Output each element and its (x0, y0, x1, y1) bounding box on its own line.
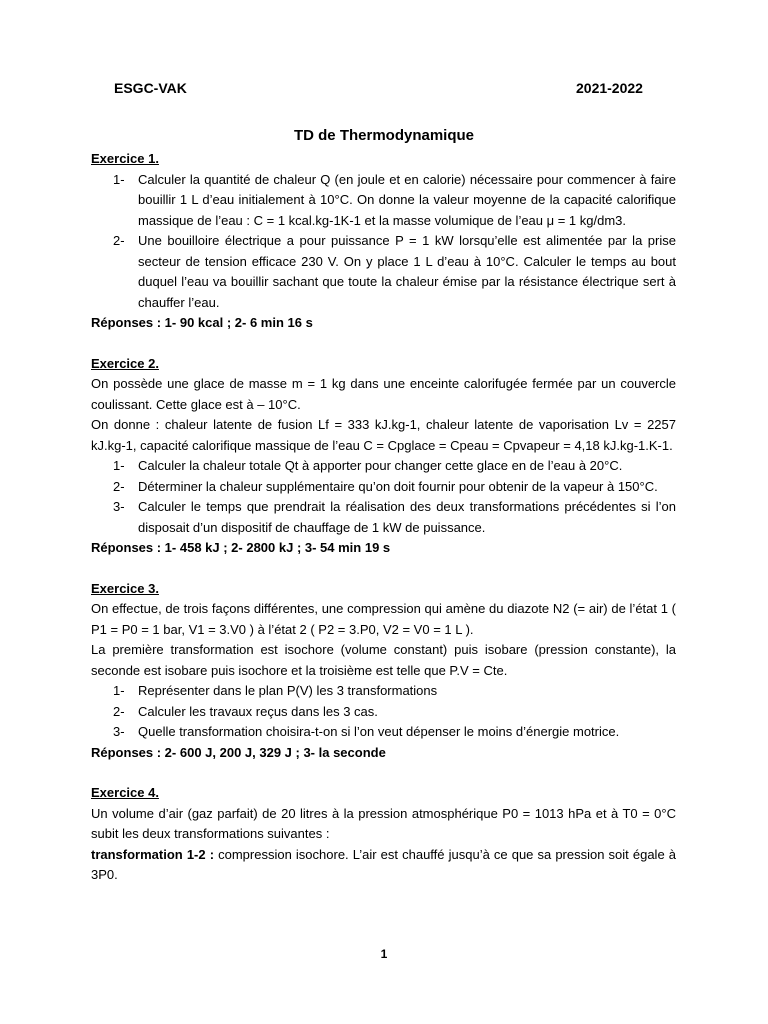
question-text: Déterminer la chaleur supplémentaire qu’on doit fournir pour obtenir de la vapeur à 150°C. (138, 478, 658, 494)
exercise-4-transformation-1-2 (91, 845, 676, 886)
question-number: 1- (113, 683, 125, 698)
question-text: Représenter dans le plan P(V) les 3 transformations (138, 683, 438, 698)
question-number: 1- (113, 458, 125, 473)
exercise-4-title: Exercice 4. (91, 785, 159, 800)
transformation-label: transformation 1-2 : (91, 846, 215, 862)
exercise-2-question-2 (91, 477, 676, 498)
question-text: Calculer les travaux reçus dans les 3 cas. (138, 703, 378, 719)
school-name: ESGC-VAK (114, 80, 187, 96)
exercise-4-intro: Un volume d’air (gaz parfait) de 20 litres à la pression atmosphérique P0 = 1013 hPa et à T0 = 0°C subit les deux transformations suivantes : (91, 805, 676, 841)
question-number: 3- (113, 499, 125, 514)
exercise-2-title: Exercice 2. (91, 355, 159, 371)
exercise-3-title: Exercice 3. (91, 580, 159, 596)
question-text: Quelle transformation choisira-t-on si l’on veut dépenser le moins d’énergie motrice. (138, 724, 620, 739)
page-title: TD de Thermodynamique (293, 127, 475, 144)
exercise-2-question-1 (91, 456, 676, 477)
exercise-2-intro: On possède une glace de masse m = 1 kg dans une enceinte calorifugée fermée par un couvercle coulissant. Cette glace est à – 10°C. (91, 376, 676, 412)
exercise-3-answers: Réponses : 2- 600 J, 200 J, 329 J ; 3- la seconde (91, 744, 386, 760)
document-body (91, 149, 676, 886)
question-text: Calculer la quantité de chaleur Q (en joule et en calorie) nécessaire pour commencer à faire bouillir 1 L d’eau initialement à 10°C. On donne la valeur moyenne de la capacité calorifique massique de l’eau : C = 1 kcal.kg-1K-1 et la masse volumique de l’eau μ = 1 kg/dm3. (138, 171, 676, 228)
exercise-3-questions (91, 681, 676, 743)
exercise-1-title: Exercice 1. (91, 151, 159, 166)
exercise-3-intro-2: La première transformation est isochore (volume constant) puis isobare (pression constante), la seconde est isobare puis isochore et la troisième est telle que P.V = Cte. (91, 642, 676, 678)
academic-year: 2021-2022 (576, 80, 643, 96)
exercise-2-answers: Réponses : 1- 458 kJ ; 2- 2800 kJ ; 3- 54 min 19 s (91, 540, 391, 555)
exercise-1-question-2 (91, 231, 676, 313)
exercise-1-questions (91, 170, 676, 314)
exercise-3-question-1 (91, 681, 676, 702)
exercise-3-intro: On effectue, de trois façons différentes, une compression qui amène du diazote N2 (= air) de l’état 1 ( P1 = P0 = 1 bar, V1 = 3.V0 ) à l’état 2 ( P2 = 3.P0, V2 = V0 = 1 L ). (91, 601, 676, 637)
exercise-2-question-3 (91, 497, 676, 538)
question-number: 1- (113, 171, 125, 187)
exercise-1-answers: Réponses : 1- 90 kcal ; 2- 6 min 16 s (91, 315, 313, 330)
question-number: 2- (113, 233, 125, 248)
transformation-text: compression isochore. L’air est chauffé jusqu’à ce que sa pression soit égale à 3P0. (91, 846, 676, 882)
question-text: Calculer la chaleur totale Qt à apporter pour changer cette glace en de l’eau à 20°C. (138, 458, 623, 473)
question-number: 2- (113, 478, 125, 494)
question-number: 3- (113, 724, 125, 739)
page-number: 1 (380, 947, 388, 961)
exercise-3-question-3 (91, 722, 676, 743)
exercise-3-question-2 (91, 702, 676, 723)
question-number: 2- (113, 703, 125, 719)
question-text: Calculer le temps que prendrait la réalisation des deux transformations précédentes si l’on disposait d’un dispositif de chauffage de 1 kW de puissance. (138, 499, 676, 535)
exercise-2-data: On donne : chaleur latente de fusion Lf = 333 kJ.kg-1, chaleur latente de vaporisation Lv = 2257 kJ.kg-1, capacité calorifique massique de l’eau C = Cpglace = Cpeau = Cpvapeur = 4,18 kJ.kg-1.K-1. (91, 417, 676, 453)
question-text: Une bouilloire électrique a pour puissance P = 1 kW lorsqu’elle est alimentée par la prise secteur de tension efficace 230 V. On y place 1 L d’eau à 10°C. Calculer le temps au bout duquel l’eau va bouillir sachant que toute la chaleur émise par la résistance électrique sert à chauffer l’eau. (138, 233, 676, 310)
exercise-1-question-1 (91, 170, 676, 232)
exercise-2-questions (91, 456, 676, 538)
